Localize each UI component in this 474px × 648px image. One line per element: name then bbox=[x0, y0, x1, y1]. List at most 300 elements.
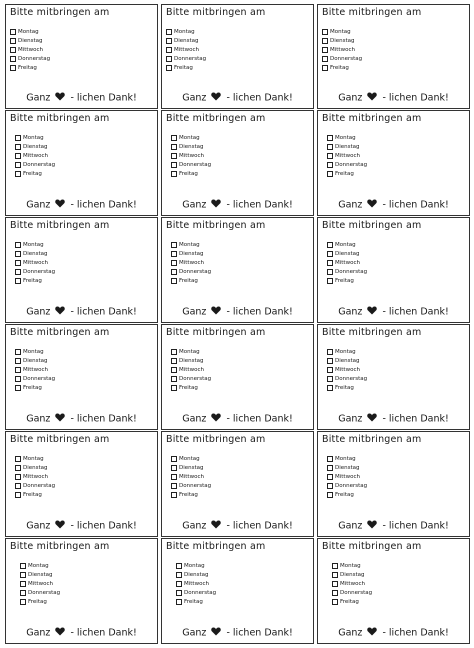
weekday-option bbox=[332, 570, 372, 579]
weekday-checkbox[interactable] bbox=[327, 385, 333, 391]
thanks-suffix: - lichen Dank! bbox=[382, 520, 449, 532]
weekday-checklist bbox=[15, 133, 55, 178]
weekday-checkbox[interactable] bbox=[171, 349, 177, 355]
shopping-note-card bbox=[161, 4, 314, 109]
weekday-checkbox[interactable] bbox=[327, 492, 333, 498]
weekday-option bbox=[171, 481, 211, 490]
weekday-label: Dienstag bbox=[335, 357, 360, 364]
weekday-option bbox=[327, 267, 367, 276]
weekday-label: Dienstag bbox=[179, 143, 204, 150]
weekday-option bbox=[327, 463, 367, 472]
shopping-note-card bbox=[5, 4, 158, 109]
weekday-checkbox[interactable] bbox=[171, 358, 177, 364]
weekday-label: Donnerstag bbox=[330, 55, 363, 62]
weekday-option bbox=[171, 151, 211, 160]
weekday-option bbox=[10, 54, 50, 63]
thanks-prefix: Ganz bbox=[338, 199, 363, 211]
weekday-label: Mittwoch bbox=[179, 152, 204, 159]
weekday-checkbox[interactable] bbox=[171, 162, 177, 168]
shopping-note-card bbox=[317, 538, 470, 644]
weekday-label: Mittwoch bbox=[23, 366, 48, 373]
card-title: Bitte mitbringen am bbox=[322, 541, 422, 552]
heart-icon bbox=[55, 306, 65, 318]
thanks-suffix: - lichen Dank! bbox=[226, 627, 293, 639]
weekday-checkbox[interactable] bbox=[332, 590, 338, 596]
heart-icon bbox=[211, 92, 221, 104]
weekday-option bbox=[327, 258, 367, 267]
thanks-suffix: - lichen Dank! bbox=[382, 306, 449, 318]
weekday-option bbox=[15, 249, 55, 258]
weekday-option bbox=[171, 240, 211, 249]
thanks-line bbox=[318, 306, 469, 318]
weekday-label: Donnerstag bbox=[179, 375, 212, 382]
weekday-checkbox[interactable] bbox=[171, 367, 177, 373]
heart-icon bbox=[211, 520, 221, 532]
weekday-checkbox[interactable] bbox=[327, 349, 333, 355]
shopping-note-card bbox=[161, 110, 314, 216]
weekday-checkbox[interactable] bbox=[166, 65, 172, 71]
weekday-label: Montag bbox=[23, 455, 44, 462]
weekday-checkbox[interactable] bbox=[322, 56, 328, 62]
weekday-checkbox[interactable] bbox=[171, 385, 177, 391]
card-title: Bitte mitbringen am bbox=[10, 7, 110, 18]
weekday-checkbox[interactable] bbox=[332, 599, 338, 605]
heart-icon bbox=[367, 92, 377, 104]
weekday-checkbox[interactable] bbox=[15, 358, 21, 364]
weekday-label: Mittwoch bbox=[335, 152, 360, 159]
weekday-label: Mittwoch bbox=[23, 152, 48, 159]
weekday-checkbox[interactable] bbox=[15, 144, 21, 150]
weekday-option bbox=[15, 481, 55, 490]
weekday-option bbox=[20, 561, 60, 570]
weekday-option bbox=[171, 365, 211, 374]
weekday-checkbox[interactable] bbox=[15, 135, 21, 141]
weekday-checkbox[interactable] bbox=[176, 590, 182, 596]
weekday-checkbox[interactable] bbox=[322, 38, 328, 44]
weekday-option bbox=[15, 463, 55, 472]
weekday-label: Dienstag bbox=[335, 464, 360, 471]
weekday-checklist bbox=[15, 347, 55, 392]
weekday-checkbox[interactable] bbox=[20, 590, 26, 596]
weekday-option bbox=[20, 588, 60, 597]
weekday-option bbox=[171, 374, 211, 383]
weekday-option bbox=[20, 570, 60, 579]
card-title: Bitte mitbringen am bbox=[322, 327, 422, 338]
weekday-option bbox=[15, 240, 55, 249]
weekday-checkbox[interactable] bbox=[15, 483, 21, 489]
weekday-checkbox[interactable] bbox=[327, 162, 333, 168]
weekday-option bbox=[20, 579, 60, 588]
shopping-note-card bbox=[161, 217, 314, 323]
weekday-option bbox=[327, 276, 367, 285]
thanks-suffix: - lichen Dank! bbox=[70, 199, 137, 211]
weekday-checkbox[interactable] bbox=[171, 465, 177, 471]
weekday-option bbox=[327, 169, 367, 178]
weekday-checkbox[interactable] bbox=[327, 171, 333, 177]
card-title: Bitte mitbringen am bbox=[166, 541, 266, 552]
thanks-line bbox=[162, 92, 313, 104]
shopping-note-card bbox=[5, 110, 158, 216]
weekday-label: Mittwoch bbox=[335, 259, 360, 266]
thanks-suffix: - lichen Dank! bbox=[70, 92, 137, 104]
thanks-line bbox=[6, 520, 157, 532]
weekday-checkbox[interactable] bbox=[171, 171, 177, 177]
weekday-label: Freitag bbox=[335, 170, 354, 177]
weekday-checklist bbox=[15, 240, 55, 285]
weekday-label: Freitag bbox=[18, 64, 37, 71]
weekday-checkbox[interactable] bbox=[20, 599, 26, 605]
weekday-option bbox=[327, 481, 367, 490]
thanks-suffix: - lichen Dank! bbox=[382, 199, 449, 211]
weekday-option bbox=[171, 258, 211, 267]
thanks-prefix: Ganz bbox=[26, 520, 51, 532]
weekday-checkbox[interactable] bbox=[171, 492, 177, 498]
weekday-label: Donnerstag bbox=[23, 161, 56, 168]
weekday-label: Donnerstag bbox=[335, 161, 368, 168]
weekday-option bbox=[327, 472, 367, 481]
weekday-checkbox[interactable] bbox=[171, 269, 177, 275]
weekday-label: Montag bbox=[340, 562, 361, 569]
weekday-checkbox[interactable] bbox=[322, 65, 328, 71]
weekday-checklist bbox=[15, 454, 55, 499]
weekday-option bbox=[171, 133, 211, 142]
weekday-label: Dienstag bbox=[28, 571, 53, 578]
thanks-prefix: Ganz bbox=[338, 413, 363, 425]
weekday-label: Donnerstag bbox=[335, 268, 368, 275]
weekday-checkbox[interactable] bbox=[15, 349, 21, 355]
weekday-checkbox[interactable] bbox=[171, 260, 177, 266]
weekday-label: Mittwoch bbox=[28, 580, 53, 587]
weekday-label: Dienstag bbox=[179, 357, 204, 364]
weekday-checkbox[interactable] bbox=[15, 376, 21, 382]
weekday-label: Montag bbox=[335, 348, 356, 355]
thanks-prefix: Ganz bbox=[26, 199, 51, 211]
weekday-option bbox=[327, 454, 367, 463]
weekday-label: Montag bbox=[23, 348, 44, 355]
weekday-checkbox[interactable] bbox=[171, 242, 177, 248]
weekday-option bbox=[10, 45, 50, 54]
weekday-label: Freitag bbox=[23, 170, 42, 177]
weekday-label: Dienstag bbox=[340, 571, 365, 578]
card-title: Bitte mitbringen am bbox=[166, 434, 266, 445]
weekday-option bbox=[15, 267, 55, 276]
weekday-checkbox[interactable] bbox=[327, 465, 333, 471]
weekday-label: Freitag bbox=[179, 170, 198, 177]
weekday-option bbox=[15, 151, 55, 160]
weekday-checkbox[interactable] bbox=[166, 56, 172, 62]
weekday-checkbox[interactable] bbox=[15, 251, 21, 257]
weekday-checkbox[interactable] bbox=[171, 278, 177, 284]
weekday-option bbox=[327, 347, 367, 356]
weekday-option bbox=[176, 561, 216, 570]
weekday-label: Donnerstag bbox=[335, 482, 368, 489]
weekday-checkbox[interactable] bbox=[327, 251, 333, 257]
weekday-label: Freitag bbox=[335, 384, 354, 391]
weekday-checklist bbox=[171, 454, 211, 499]
shopping-note-card bbox=[5, 324, 158, 430]
weekday-checkbox[interactable] bbox=[327, 153, 333, 159]
weekday-checkbox[interactable] bbox=[15, 474, 21, 480]
weekday-option bbox=[171, 383, 211, 392]
weekday-checkbox[interactable] bbox=[20, 563, 26, 569]
weekday-checklist bbox=[171, 133, 211, 178]
weekday-option bbox=[15, 454, 55, 463]
weekday-label: Donnerstag bbox=[28, 589, 61, 596]
weekday-option bbox=[176, 570, 216, 579]
card-title: Bitte mitbringen am bbox=[322, 7, 422, 18]
weekday-checkbox[interactable] bbox=[15, 242, 21, 248]
shopping-note-card bbox=[161, 431, 314, 537]
weekday-checkbox[interactable] bbox=[322, 47, 328, 53]
thanks-suffix: - lichen Dank! bbox=[226, 92, 293, 104]
weekday-option bbox=[327, 383, 367, 392]
weekday-option bbox=[166, 45, 206, 54]
weekday-label: Dienstag bbox=[18, 37, 43, 44]
weekday-checkbox[interactable] bbox=[15, 465, 21, 471]
weekday-label: Donnerstag bbox=[335, 375, 368, 382]
weekday-checkbox[interactable] bbox=[15, 162, 21, 168]
card-title: Bitte mitbringen am bbox=[166, 7, 266, 18]
weekday-label: Montag bbox=[335, 455, 356, 462]
weekday-checklist bbox=[171, 347, 211, 392]
weekday-label: Donnerstag bbox=[23, 482, 56, 489]
thanks-line bbox=[6, 413, 157, 425]
thanks-prefix: Ganz bbox=[182, 520, 207, 532]
heart-icon bbox=[55, 199, 65, 211]
thanks-prefix: Ganz bbox=[26, 92, 51, 104]
weekday-option bbox=[166, 27, 206, 36]
weekday-label: Freitag bbox=[23, 277, 42, 284]
heart-icon bbox=[367, 306, 377, 318]
weekday-checkbox[interactable] bbox=[20, 572, 26, 578]
thanks-suffix: - lichen Dank! bbox=[70, 306, 137, 318]
weekday-label: Montag bbox=[179, 455, 200, 462]
shopping-note-card bbox=[317, 324, 470, 430]
weekday-checkbox[interactable] bbox=[10, 29, 16, 35]
weekday-label: Freitag bbox=[340, 598, 359, 605]
weekday-checkbox[interactable] bbox=[10, 56, 16, 62]
weekday-checkbox[interactable] bbox=[327, 135, 333, 141]
heart-icon bbox=[55, 92, 65, 104]
weekday-checkbox[interactable] bbox=[327, 483, 333, 489]
weekday-option bbox=[171, 347, 211, 356]
weekday-checkbox[interactable] bbox=[15, 492, 21, 498]
weekday-option bbox=[15, 160, 55, 169]
heart-icon bbox=[211, 306, 221, 318]
weekday-option bbox=[327, 160, 367, 169]
weekday-checkbox[interactable] bbox=[171, 483, 177, 489]
heart-icon bbox=[55, 413, 65, 425]
weekday-option bbox=[15, 365, 55, 374]
weekday-checkbox[interactable] bbox=[332, 563, 338, 569]
weekday-option bbox=[176, 597, 216, 606]
weekday-checkbox[interactable] bbox=[15, 385, 21, 391]
card-title: Bitte mitbringen am bbox=[166, 327, 266, 338]
weekday-label: Mittwoch bbox=[330, 46, 355, 53]
weekday-checkbox[interactable] bbox=[15, 260, 21, 266]
weekday-checklist bbox=[10, 27, 50, 72]
weekday-checkbox[interactable] bbox=[15, 456, 21, 462]
weekday-checkbox[interactable] bbox=[332, 581, 338, 587]
thanks-prefix: Ganz bbox=[338, 627, 363, 639]
weekday-label: Donnerstag bbox=[23, 375, 56, 382]
weekday-label: Montag bbox=[335, 134, 356, 141]
weekday-label: Dienstag bbox=[330, 37, 355, 44]
weekday-label: Freitag bbox=[23, 384, 42, 391]
thanks-line bbox=[162, 306, 313, 318]
weekday-checkbox[interactable] bbox=[176, 563, 182, 569]
weekday-checkbox[interactable] bbox=[171, 153, 177, 159]
weekday-checklist bbox=[332, 561, 372, 606]
weekday-checkbox[interactable] bbox=[327, 358, 333, 364]
weekday-option bbox=[10, 63, 50, 72]
weekday-option bbox=[15, 347, 55, 356]
weekday-label: Dienstag bbox=[23, 357, 48, 364]
thanks-prefix: Ganz bbox=[338, 520, 363, 532]
thanks-prefix: Ganz bbox=[26, 306, 51, 318]
weekday-checkbox[interactable] bbox=[15, 367, 21, 373]
weekday-option bbox=[171, 276, 211, 285]
weekday-checklist bbox=[176, 561, 216, 606]
weekday-checklist bbox=[171, 240, 211, 285]
weekday-checkbox[interactable] bbox=[176, 599, 182, 605]
weekday-option bbox=[322, 27, 362, 36]
thanks-prefix: Ganz bbox=[338, 306, 363, 318]
weekday-option bbox=[15, 133, 55, 142]
weekday-option bbox=[15, 356, 55, 365]
card-title: Bitte mitbringen am bbox=[10, 327, 110, 338]
weekday-label: Montag bbox=[179, 348, 200, 355]
weekday-checkbox[interactable] bbox=[327, 278, 333, 284]
weekday-checkbox[interactable] bbox=[176, 581, 182, 587]
shopping-note-card bbox=[161, 324, 314, 430]
weekday-checklist bbox=[327, 347, 367, 392]
weekday-checkbox[interactable] bbox=[327, 456, 333, 462]
weekday-checkbox[interactable] bbox=[327, 269, 333, 275]
weekday-checkbox[interactable] bbox=[327, 144, 333, 150]
weekday-checkbox[interactable] bbox=[327, 367, 333, 373]
weekday-option bbox=[332, 597, 372, 606]
weekday-label: Freitag bbox=[23, 491, 42, 498]
weekday-checkbox[interactable] bbox=[20, 581, 26, 587]
weekday-option bbox=[166, 63, 206, 72]
weekday-option bbox=[171, 160, 211, 169]
weekday-checkbox[interactable] bbox=[171, 456, 177, 462]
weekday-checkbox[interactable] bbox=[171, 251, 177, 257]
weekday-option bbox=[322, 45, 362, 54]
weekday-label: Montag bbox=[18, 28, 39, 35]
weekday-checkbox[interactable] bbox=[332, 572, 338, 578]
weekday-label: Mittwoch bbox=[335, 473, 360, 480]
weekday-label: Dienstag bbox=[23, 464, 48, 471]
weekday-checkbox[interactable] bbox=[327, 474, 333, 480]
card-title: Bitte mitbringen am bbox=[322, 434, 422, 445]
weekday-checkbox[interactable] bbox=[166, 47, 172, 53]
thanks-suffix: - lichen Dank! bbox=[226, 520, 293, 532]
thanks-line bbox=[6, 306, 157, 318]
weekday-checkbox[interactable] bbox=[15, 153, 21, 159]
weekday-checkbox[interactable] bbox=[327, 260, 333, 266]
weekday-option bbox=[171, 356, 211, 365]
weekday-checkbox[interactable] bbox=[166, 29, 172, 35]
weekday-option bbox=[171, 463, 211, 472]
weekday-option bbox=[171, 249, 211, 258]
weekday-label: Dienstag bbox=[184, 571, 209, 578]
heart-icon bbox=[55, 520, 65, 532]
weekday-checklist bbox=[327, 133, 367, 178]
weekday-option bbox=[15, 276, 55, 285]
thanks-line bbox=[6, 627, 157, 639]
weekday-option bbox=[10, 36, 50, 45]
weekday-option bbox=[176, 579, 216, 588]
weekday-checkbox[interactable] bbox=[15, 269, 21, 275]
weekday-option bbox=[171, 454, 211, 463]
weekday-label: Mittwoch bbox=[335, 366, 360, 373]
thanks-suffix: - lichen Dank! bbox=[382, 92, 449, 104]
weekday-checkbox[interactable] bbox=[166, 38, 172, 44]
weekday-checkbox[interactable] bbox=[171, 144, 177, 150]
weekday-checkbox[interactable] bbox=[10, 47, 16, 53]
thanks-prefix: Ganz bbox=[182, 306, 207, 318]
weekday-label: Donnerstag bbox=[18, 55, 51, 62]
weekday-option bbox=[332, 561, 372, 570]
card-title: Bitte mitbringen am bbox=[166, 220, 266, 231]
weekday-label: Freitag bbox=[330, 64, 349, 71]
weekday-option bbox=[10, 27, 50, 36]
weekday-label: Mittwoch bbox=[18, 46, 43, 53]
weekday-checkbox[interactable] bbox=[10, 38, 16, 44]
thanks-line bbox=[162, 199, 313, 211]
weekday-checkbox[interactable] bbox=[322, 29, 328, 35]
card-title: Bitte mitbringen am bbox=[322, 220, 422, 231]
weekday-label: Dienstag bbox=[23, 143, 48, 150]
weekday-checkbox[interactable] bbox=[15, 171, 21, 177]
weekday-label: Mittwoch bbox=[179, 473, 204, 480]
weekday-option bbox=[171, 472, 211, 481]
weekday-checkbox[interactable] bbox=[171, 376, 177, 382]
weekday-checkbox[interactable] bbox=[176, 572, 182, 578]
weekday-option bbox=[171, 490, 211, 499]
weekday-option bbox=[171, 142, 211, 151]
weekday-checklist bbox=[166, 27, 206, 72]
weekday-label: Dienstag bbox=[179, 250, 204, 257]
weekday-option bbox=[327, 240, 367, 249]
heart-icon bbox=[55, 627, 65, 639]
weekday-option bbox=[15, 490, 55, 499]
thanks-line bbox=[162, 520, 313, 532]
weekday-checkbox[interactable] bbox=[327, 376, 333, 382]
weekday-label: Dienstag bbox=[179, 464, 204, 471]
weekday-label: Freitag bbox=[28, 598, 47, 605]
shopping-note-card bbox=[161, 538, 314, 644]
weekday-checkbox[interactable] bbox=[15, 278, 21, 284]
heart-icon bbox=[211, 627, 221, 639]
weekday-label: Montag bbox=[335, 241, 356, 248]
card-title: Bitte mitbringen am bbox=[322, 113, 422, 124]
weekday-label: Montag bbox=[330, 28, 351, 35]
weekday-label: Mittwoch bbox=[174, 46, 199, 53]
weekday-checkbox[interactable] bbox=[171, 135, 177, 141]
weekday-label: Freitag bbox=[179, 384, 198, 391]
weekday-label: Donnerstag bbox=[179, 268, 212, 275]
weekday-option bbox=[327, 142, 367, 151]
thanks-line bbox=[318, 520, 469, 532]
weekday-option bbox=[15, 383, 55, 392]
weekday-checkbox[interactable] bbox=[10, 65, 16, 71]
weekday-checkbox[interactable] bbox=[171, 474, 177, 480]
weekday-checkbox[interactable] bbox=[327, 242, 333, 248]
weekday-label: Montag bbox=[23, 241, 44, 248]
